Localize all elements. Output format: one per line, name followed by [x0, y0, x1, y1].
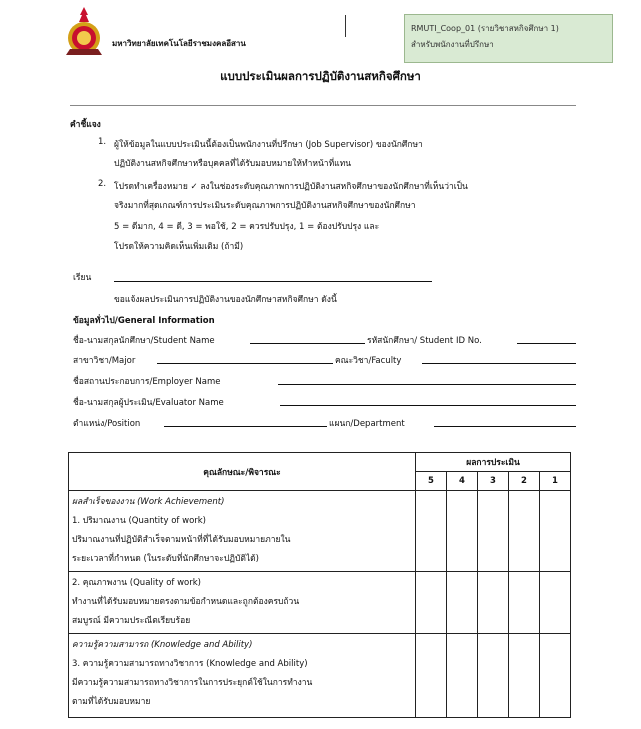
score-cell[interactable] — [416, 491, 447, 572]
table-row — [69, 491, 571, 572]
form-for: สำหรับพนักงานที่ปรึกษา — [411, 40, 494, 49]
university-logo — [64, 5, 104, 57]
department-label: แผนก/Department — [329, 419, 405, 429]
form-code: RMUTI_Coop_01 (รายวิชาสหกิจศึกษา 1) — [411, 24, 559, 33]
student-name-field[interactable] — [250, 343, 365, 344]
criterion-3-desc-2: ตามที่ได้รับมอบหมาย — [72, 697, 151, 707]
student-id-field[interactable] — [517, 343, 576, 344]
score-cell[interactable] — [447, 572, 478, 634]
score-cell[interactable] — [509, 491, 540, 572]
evaluator-field[interactable] — [280, 405, 576, 406]
score-2-header: 2 — [509, 472, 540, 491]
employer-field[interactable] — [278, 384, 576, 385]
score-cell[interactable] — [447, 491, 478, 572]
faculty-field[interactable] — [422, 363, 576, 364]
department-field[interactable] — [434, 426, 576, 427]
criterion-1-desc-2: ระยะเวลาที่กำหนด (ในระดับที่นักศึกษาจะปฏิบัติได้) — [72, 554, 259, 564]
instruction-2-line-4: โปรดให้ความคิดเห็นเพิ่มเติม (ถ้ามี) — [114, 242, 244, 252]
major-label: สาขาวิชา/Major — [73, 356, 136, 366]
student-name-label: ชื่อ-นามสกุลนักศึกษา/Student Name — [73, 336, 215, 346]
criterion-2-title: 2. คุณภาพงาน (Quality of work) — [72, 578, 201, 588]
table-row — [69, 634, 571, 718]
score-cell[interactable] — [478, 572, 509, 634]
general-info-heading: ข้อมูลทั่วไป/General Information — [73, 316, 215, 326]
criterion-1-desc-1: ปริมาณงานที่ปฏิบัติสำเร็จตามหน้าที่ที่ได้รับมอบหมายภายใน — [72, 535, 291, 545]
score-cell[interactable] — [478, 634, 509, 718]
criterion-quality — [69, 572, 416, 634]
instruction-2-line-2: จริงมากที่สุดเกณฑ์การประเมินระดับคุณภาพการปฏิบัติงานสหกิจศึกษาของนักศึกษา — [114, 201, 416, 211]
page-title: แบบประเมินผลการปฏิบัติงานสหกิจศึกษา — [220, 69, 421, 83]
result-header: ผลการประเมิน — [416, 453, 571, 472]
faculty-label: คณะวิชา/Faculty — [335, 356, 402, 366]
evaluator-label: ชื่อ-นามสกุลผู้ประเมิน/Evaluator Name — [73, 398, 224, 408]
score-cell[interactable] — [540, 572, 571, 634]
position-field[interactable] — [164, 426, 327, 427]
request-text: ขอแจ้งผลประเมินการปฏิบัติงานของนักศึกษาสหกิจศึกษา ดังนี้ — [114, 295, 337, 305]
instruction-1-number: 1. — [98, 137, 107, 147]
student-id-label: รหัสนักศึกษา/ Student ID No. — [367, 336, 482, 346]
criterion-3-title: 3. ความรู้ความสามารถทางวิชาการ (Knowledge and Ability) — [72, 659, 308, 669]
form-code-box — [404, 14, 613, 63]
score-cell[interactable] — [540, 634, 571, 718]
criterion-knowledge — [69, 634, 416, 718]
instruction-2-line-3: 5 = ดีมาก, 4 = ดี, 3 = พอใช้, 2 = ควรปรับปรุง, 1 = ต้องปรับปรุง และ — [114, 222, 380, 232]
criterion-2-desc-2: สมบูรณ์ มีความประณีตเรียบร้อย — [72, 616, 191, 626]
recipient-field[interactable] — [114, 281, 432, 282]
university-name: มหาวิทยาลัยเทคโนโลยีราชมงคลอีสาน — [112, 39, 246, 48]
criterion-2-desc-1: ทำงานที่ได้รับมอบหมายตรงตามข้อกำหนดและถูกต้องครบถ้วน — [72, 597, 300, 607]
instructions-heading: คำชี้แจง — [70, 120, 101, 130]
score-cell[interactable] — [478, 491, 509, 572]
score-cell[interactable] — [509, 572, 540, 634]
table-row — [69, 572, 571, 634]
to-label: เรียน — [73, 273, 92, 283]
score-cell[interactable] — [447, 634, 478, 718]
major-field[interactable] — [157, 363, 333, 364]
table-header-row — [69, 453, 571, 472]
employer-label: ชื่อสถานประกอบการ/Employer Name — [73, 377, 221, 387]
header-divider — [345, 15, 346, 37]
category-knowledge-ability: ความรู้ความสามารถ (Knowledge and Ability) — [72, 640, 253, 650]
score-cell[interactable] — [416, 634, 447, 718]
criterion-3-desc-1: มีความรู้ความสามารถทางวิชาการในการประยุกต์ใช้ในการทำงาน — [72, 678, 313, 688]
score-cell[interactable] — [416, 572, 447, 634]
score-5-header: 5 — [416, 472, 447, 491]
criterion-quantity — [69, 491, 416, 572]
instruction-1-line-1: ผู้ให้ข้อมูลในแบบประเมินนี้ต้องเป็นพนักงานที่ปรึกษา (Job Supervisor) ของนักศึกษา — [114, 140, 423, 150]
criterion-1-title: 1. ปริมาณงาน (Quantity of work) — [72, 516, 206, 526]
score-1-header: 1 — [540, 472, 571, 491]
criteria-header: คุณลักษณะ/พิจารณะ — [69, 453, 416, 491]
evaluation-table — [68, 452, 571, 718]
score-cell[interactable] — [509, 634, 540, 718]
score-3-header: 3 — [478, 472, 509, 491]
instruction-2-number: 2. — [98, 179, 107, 189]
score-cell[interactable] — [540, 491, 571, 572]
category-work-achievement: ผลสำเร็จของงาน (Work Achievement) — [72, 497, 225, 507]
score-4-header: 4 — [447, 472, 478, 491]
title-divider — [70, 105, 576, 106]
position-label: ตำแหน่ง/Position — [73, 419, 141, 429]
instruction-1-line-2: ปฏิบัติงานสหกิจศึกษาหรือบุคคลที่ได้รับมอบหมายให้ทำหน้าที่แทน — [114, 159, 352, 169]
instruction-2-line-1: โปรดทำเครื่องหมาย ✓ ลงในช่องระดับคุณภาพการปฏิบัติงานสหกิจศึกษาของนักศึกษาที่เห็นว่าเป็น — [114, 182, 468, 192]
